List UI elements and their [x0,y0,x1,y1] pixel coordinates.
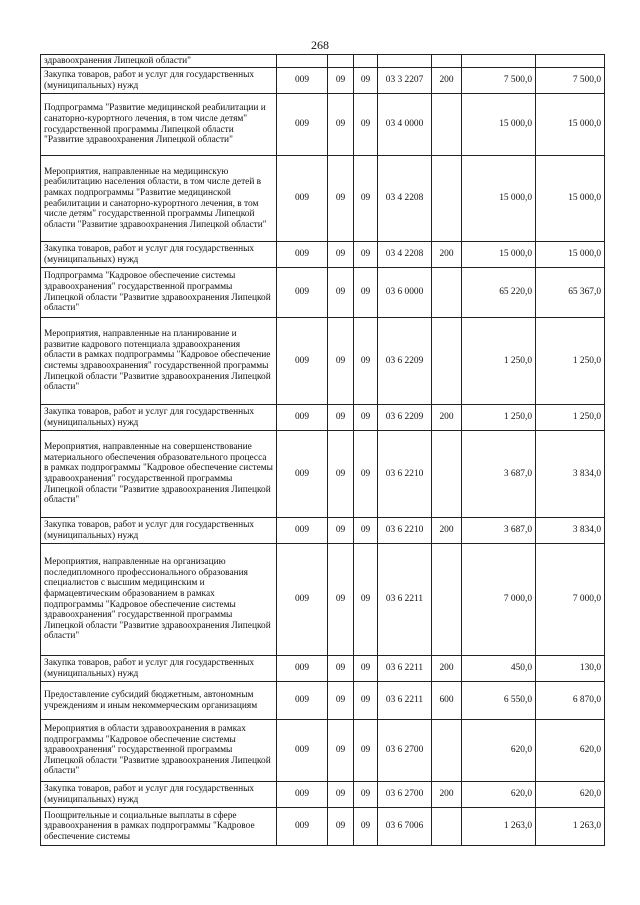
amount-year2-cell: 7 000,0 [536,544,605,656]
row-name-cell: Подпрограмма "Кадровое обеспечение системы здравоохранения" государственной программы Липецкой области "Развитие здравоохранения Липецкой области" [41,268,277,318]
section-code-cell: 09 [328,431,354,518]
amount-year1-cell: 1 250,0 [462,405,536,431]
row-name-cell: Закупка товаров, работ и услуг для государственных (муниципальных) нужд [41,782,277,808]
table-row [41,268,605,318]
admin-code-cell: 009 [277,405,328,431]
amount-year1-cell: 7 500,0 [462,68,536,94]
amount-year1-cell: 15 000,0 [462,94,536,156]
subsection-code-cell [354,55,378,68]
section-code-cell: 09 [328,68,354,94]
subsection-code-cell: 09 [354,656,378,682]
expense-type-cell: 200 [432,242,462,268]
subsection-code-cell: 09 [354,318,378,405]
subsection-code-cell: 09 [354,544,378,656]
expense-type-cell [432,268,462,318]
table-row [41,318,605,405]
amount-year2-cell: 7 500,0 [536,68,605,94]
row-name-cell: Закупка товаров, работ и услуг для государственных (муниципальных) нужд [41,656,277,682]
row-name-cell: Закупка товаров, работ и услуг для государственных (муниципальных) нужд [41,518,277,544]
section-code-cell: 09 [328,720,354,782]
admin-code-cell: 009 [277,268,328,318]
table-row [41,55,605,68]
amount-year1-cell: 15 000,0 [462,156,536,242]
amount-year2-cell: 620,0 [536,720,605,782]
target-article-cell: 03 6 2211 [378,544,432,656]
expense-type-cell [432,720,462,782]
section-code-cell: 09 [328,518,354,544]
amount-year2-cell: 3 834,0 [536,431,605,518]
amount-year2-cell: 6 870,0 [536,682,605,720]
table-row [41,94,605,156]
section-code-cell: 09 [328,782,354,808]
section-code-cell: 09 [328,405,354,431]
subsection-code-cell: 09 [354,156,378,242]
target-article-cell: 03 3 2207 [378,68,432,94]
section-code-cell: 09 [328,156,354,242]
amount-year1-cell: 6 550,0 [462,682,536,720]
target-article-cell: 03 6 2209 [378,405,432,431]
amount-year1-cell: 450,0 [462,656,536,682]
table-row [41,682,605,720]
subsection-code-cell: 09 [354,405,378,431]
subsection-code-cell: 09 [354,782,378,808]
table-row [41,68,605,94]
table-row [41,656,605,682]
table-row [41,405,605,431]
subsection-code-cell: 09 [354,682,378,720]
row-name-cell: Мероприятия, направленные на совершенствование материального обеспечения образовательного процесса в рамках подпрограммы "Кадровое обеспечение системы здравоохранения" государственной программы Липецкой области "Развитие здравоохранения Липецкой области" [41,431,277,518]
section-code-cell: 09 [328,318,354,405]
subsection-code-cell: 09 [354,242,378,268]
subsection-code-cell: 09 [354,68,378,94]
amount-year2-cell: 3 834,0 [536,518,605,544]
subsection-code-cell: 09 [354,94,378,156]
subsection-code-cell: 09 [354,431,378,518]
table-row [41,431,605,518]
target-article-cell: 03 4 2208 [378,242,432,268]
target-article-cell: 03 6 2211 [378,682,432,720]
target-article-cell: 03 4 0000 [378,94,432,156]
row-name-cell: Мероприятия, направленные на планирование и развитие кадрового потенциала здравоохранения области в рамках подпрограммы "Кадровое обеспечение системы здравоохранения" государственной программы Липецкой области "Развитие здравоохранения Липецкой области" [41,318,277,405]
admin-code-cell: 009 [277,156,328,242]
amount-year2-cell: 620,0 [536,782,605,808]
expense-type-cell [432,55,462,68]
target-article-cell: 03 6 0000 [378,268,432,318]
expense-type-cell [432,156,462,242]
table-row [41,544,605,656]
budget-table-body [41,55,605,846]
subsection-code-cell: 09 [354,808,378,846]
admin-code-cell: 009 [277,544,328,656]
budget-table [40,54,605,846]
target-article-cell: 03 6 2210 [378,518,432,544]
expense-type-cell [432,94,462,156]
expense-type-cell: 200 [432,782,462,808]
amount-year2-cell: 15 000,0 [536,94,605,156]
target-article-cell [378,55,432,68]
amount-year1-cell: 1 263,0 [462,808,536,846]
table-row [41,518,605,544]
amount-year2-cell: 65 367,0 [536,268,605,318]
row-name-cell: Закупка товаров, работ и услуг для государственных (муниципальных) нужд [41,405,277,431]
table-row [41,156,605,242]
amount-year2-cell: 1 263,0 [536,808,605,846]
section-code-cell: 09 [328,808,354,846]
admin-code-cell: 009 [277,242,328,268]
section-code-cell: 09 [328,656,354,682]
admin-code-cell: 009 [277,94,328,156]
admin-code-cell: 009 [277,720,328,782]
row-name-cell: Мероприятия, направленные на медицинскую реабилитацию населения области, в том числе детей в рамках подпрограммы "Развитие медицинской реабилитации и санаторно-курортного лечения, в том числе детям" государственной программы Липецкой области "Развитие здравоохранения Липецкой области" [41,156,277,242]
row-name-cell: Подпрограмма "Развитие медицинской реабилитации и санаторно-курортного лечения, в том числе детям" государственной программы Липецкой области "Развитие здравоохранения Липецкой области" [41,94,277,156]
section-code-cell [328,55,354,68]
row-name-cell: Мероприятия, направленные на организацию последипломного профессионального образования специалистов с высшим медицинским и фармацевтическим образованием в рамках подпрограммы "Кадровое обеспечение системы здравоохранения" государственной программы Липецкой области "Развитие здравоохранения Липецкой области" [41,544,277,656]
subsection-code-cell: 09 [354,268,378,318]
row-name-cell: Мероприятия в области здравоохранения в рамках подпрограммы "Кадровое обеспечение системы здравоохранения" государственной программы Липецкой области "Развитие здравоохранения Липецкой области" [41,720,277,782]
amount-year2-cell: 130,0 [536,656,605,682]
amount-year1-cell: 1 250,0 [462,318,536,405]
amount-year2-cell [536,55,605,68]
amount-year1-cell: 3 687,0 [462,431,536,518]
amount-year2-cell: 15 000,0 [536,242,605,268]
subsection-code-cell: 09 [354,720,378,782]
subsection-code-cell: 09 [354,518,378,544]
section-code-cell: 09 [328,544,354,656]
section-code-cell: 09 [328,682,354,720]
section-code-cell: 09 [328,242,354,268]
table-row [41,782,605,808]
amount-year1-cell: 65 220,0 [462,268,536,318]
admin-code-cell: 009 [277,431,328,518]
row-name-cell: Закупка товаров, работ и услуг для государственных (муниципальных) нужд [41,68,277,94]
amount-year1-cell: 7 000,0 [462,544,536,656]
target-article-cell: 03 6 2700 [378,782,432,808]
section-code-cell: 09 [328,268,354,318]
admin-code-cell: 009 [277,782,328,808]
amount-year1-cell: 3 687,0 [462,518,536,544]
target-article-cell: 03 6 2211 [378,656,432,682]
amount-year1-cell: 620,0 [462,782,536,808]
amount-year1-cell: 15 000,0 [462,242,536,268]
expense-type-cell [432,544,462,656]
table-row [41,808,605,846]
target-article-cell: 03 6 2700 [378,720,432,782]
row-name-cell: Закупка товаров, работ и услуг для государственных (муниципальных) нужд [41,242,277,268]
expense-type-cell: 200 [432,518,462,544]
expense-type-cell [432,431,462,518]
expense-type-cell [432,318,462,405]
amount-year2-cell: 15 000,0 [536,156,605,242]
row-name-cell: Поощрительные и социальные выплаты в сфере здравоохранения в рамках подпрограммы "Кадровое обеспечение системы [41,808,277,846]
amount-year2-cell: 1 250,0 [536,405,605,431]
expense-type-cell: 600 [432,682,462,720]
row-name-cell: Предоставление субсидий бюджетным, автономным учреждениям и иным некоммерческим организациям [41,682,277,720]
amount-year1-cell: 620,0 [462,720,536,782]
target-article-cell: 03 6 2210 [378,431,432,518]
table-row [41,242,605,268]
admin-code-cell: 009 [277,318,328,405]
target-article-cell: 03 4 2208 [378,156,432,242]
table-row [41,720,605,782]
admin-code-cell: 009 [277,656,328,682]
expense-type-cell: 200 [432,68,462,94]
expense-type-cell [432,808,462,846]
admin-code-cell: 009 [277,682,328,720]
admin-code-cell [277,55,328,68]
expense-type-cell: 200 [432,405,462,431]
amount-year2-cell: 1 250,0 [536,318,605,405]
section-code-cell: 09 [328,94,354,156]
target-article-cell: 03 6 2209 [378,318,432,405]
admin-code-cell: 009 [277,68,328,94]
page-number: 268 [311,38,329,52]
target-article-cell: 03 6 7006 [378,808,432,846]
admin-code-cell: 009 [277,518,328,544]
row-name-cell: здравоохранения Липецкой области" [41,55,277,68]
admin-code-cell: 009 [277,808,328,846]
amount-year1-cell [462,55,536,68]
expense-type-cell: 200 [432,656,462,682]
